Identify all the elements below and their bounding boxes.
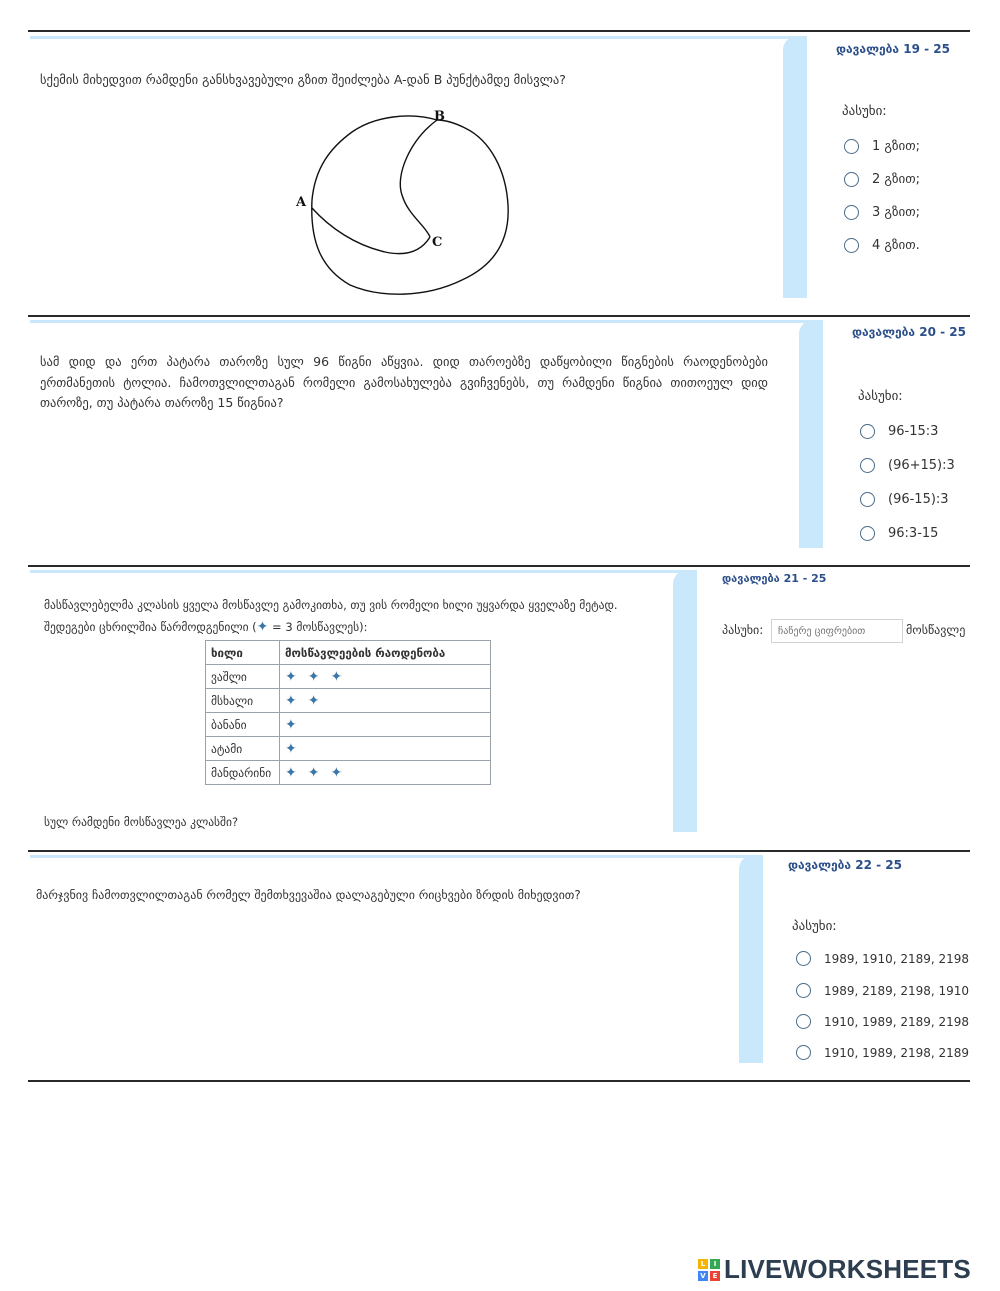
separator-line [28, 850, 970, 852]
radio-button[interactable] [860, 424, 875, 439]
logo-cube: L [698, 1259, 708, 1269]
logo-cube: I [710, 1259, 720, 1269]
answer-option[interactable]: 4 გზით. [844, 238, 920, 253]
answer-label: პასუხი: [858, 389, 903, 404]
question-text: სამ დიდ და ერთ პატარა თაროზე სულ 96 წიგნი აწყვია. დიდ თაროებზე დაწყობილი წიგნების რაოდენობები ერთმანეთის ტოლია. ჩამოთვლილთაგან რომელი გამოსახულება გვიჩვენებს, თუ რამდენი წიგნია თითოეულ დიდ თაროზე, თუ პატარა თაროზე 15 წიგნია? [40, 354, 768, 411]
bottom-question-text: სულ რამდენი მოსწავლეა კლასში? [44, 815, 239, 829]
label-b: B [434, 109, 445, 124]
blue-divider-bar [673, 570, 697, 832]
radio-button[interactable] [796, 1014, 811, 1029]
four-point-star-icon: ✦ [256, 618, 269, 635]
task-label: დავალება 20 - 25 [852, 325, 966, 339]
four-point-star-icon: ✦ [330, 668, 343, 685]
radio-button[interactable] [860, 526, 875, 541]
table-body [206, 665, 491, 785]
answer-label: პასუხი: [722, 623, 764, 637]
answer-option[interactable]: 2 გზით; [844, 172, 920, 187]
radio-button[interactable] [844, 238, 859, 253]
answer-option[interactable]: 1910, 1989, 2198, 2189 [796, 1045, 969, 1060]
fruit-name-cell: ატამი [206, 737, 280, 761]
four-point-star-icon: ✦ [285, 692, 297, 709]
radio-button[interactable] [796, 951, 811, 966]
label-a: A [296, 195, 307, 210]
separator-line [28, 315, 970, 317]
answer-option[interactable]: 96:3-15 [860, 526, 938, 541]
blue-divider-bar [783, 36, 807, 298]
star-count-cell [280, 665, 491, 689]
radio-button[interactable] [796, 1045, 811, 1060]
radio-button[interactable] [844, 172, 859, 187]
task-label: დავალება 19 - 25 [836, 42, 950, 56]
outer-loop-path [312, 116, 508, 294]
table-row [206, 737, 491, 761]
answer-label: პასუხი: [842, 104, 887, 119]
blue-divider-bar [30, 320, 823, 323]
star-count-cell [280, 689, 491, 713]
question-text: მარჯვნივ ჩამოთვლილთაგან რომელ შემთხვევაშია დალაგებული რიცხვები ზრდის მიხედვით? [36, 888, 581, 902]
four-point-star-icon: ✦ [307, 668, 320, 685]
label-c: C [432, 235, 443, 250]
star-count-cell [280, 713, 491, 737]
fruit-name-cell: მანდარინი [206, 761, 280, 785]
separator-line [28, 30, 970, 32]
table-header-row [206, 641, 491, 665]
logo-text: LIVEWORKSHEETS [724, 1254, 971, 1284]
blue-divider-bar [799, 320, 823, 548]
task-label: დავალება 21 - 25 [722, 572, 827, 585]
answer-option[interactable]: 1910, 1989, 2189, 2198 [796, 1014, 969, 1029]
blue-divider-bar [30, 36, 807, 39]
answer-label: პასუხი: [792, 919, 837, 934]
answer-option[interactable]: 1989, 1910, 2189, 2198 [796, 951, 969, 966]
radio-button[interactable] [844, 139, 859, 154]
question-text: მასწავლებელმა კლასის ყველა მოსწავლე გამოკითხა, თუ ვის რომელი ხილი უყვარდა ყველაზე მეტად. შედეგები ცხრილშია წარმოდგენილი (✦ = 3 მოსწავლეს): [44, 596, 618, 639]
answer-input[interactable] [771, 619, 903, 643]
radio-button[interactable] [860, 458, 875, 473]
inner-path-b-to-c [400, 120, 437, 237]
logo-cube: V [698, 1271, 708, 1281]
four-point-star-icon: ✦ [285, 668, 297, 685]
table-row [206, 665, 491, 689]
paths-diagram [290, 100, 520, 300]
four-point-star-icon: ✦ [285, 740, 297, 757]
radio-button[interactable] [860, 492, 875, 507]
answer-option[interactable]: 1989, 2189, 2198, 1910 [796, 983, 969, 998]
blue-divider-bar [30, 570, 697, 573]
radio-button[interactable] [796, 983, 811, 998]
task-label: დავალება 22 - 25 [788, 858, 902, 872]
four-point-star-icon: ✦ [330, 764, 343, 781]
table-header: ხილი [206, 641, 280, 665]
star-count-cell [280, 761, 491, 785]
separator-line [28, 565, 970, 567]
separator-line [28, 1080, 970, 1082]
liveworksheets-logo [698, 1254, 971, 1285]
fruit-name-cell: ბანანი [206, 713, 280, 737]
logo-cubes-icon [698, 1259, 720, 1281]
answer-suffix: მოსწავლე [906, 623, 966, 637]
four-point-star-icon: ✦ [307, 764, 320, 781]
table-row [206, 761, 491, 785]
fruit-name-cell: მსხალი [206, 689, 280, 713]
question-text: სქემის მიხედვით რამდენი განსხვავებული გზით შეიძლება A-დან B პუნქტამდე მისვლა? [40, 72, 566, 87]
answer-option[interactable]: 96-15:3 [860, 424, 938, 439]
answer-option[interactable]: 1 გზით; [844, 139, 920, 154]
four-point-star-icon: ✦ [307, 692, 320, 709]
answer-option[interactable]: (96-15):3 [860, 492, 949, 507]
radio-button[interactable] [844, 205, 859, 220]
table-header: მოსწავლეების რაოდენობა [280, 641, 491, 665]
blue-divider-bar [739, 855, 763, 1063]
four-point-star-icon: ✦ [285, 716, 297, 733]
star-count-cell [280, 737, 491, 761]
fruit-name-cell: ვაშლი [206, 665, 280, 689]
answer-option[interactable]: 3 გზით; [844, 205, 920, 220]
pictograph-table [205, 640, 491, 785]
table-row [206, 689, 491, 713]
four-point-star-icon: ✦ [285, 764, 297, 781]
logo-cube: E [710, 1271, 720, 1281]
blue-divider-bar [30, 855, 763, 858]
answer-option[interactable]: (96+15):3 [860, 458, 955, 473]
table-row [206, 713, 491, 737]
